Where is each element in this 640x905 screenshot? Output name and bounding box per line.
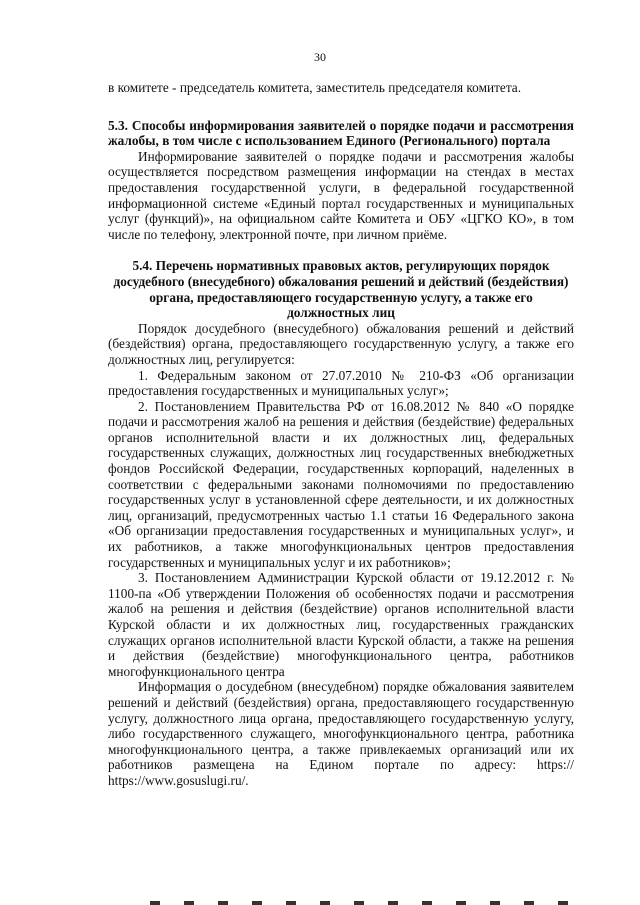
closing-paragraph: Информация о досудебном (внесудебном) порядке обжалования заявителем решений и действий (бездействия) органа, предоставляющего государственную услугу, должностного лица органа, предоставляющего государственную услугу, либо государственного служащего, многофункционального центра, работника многофункционального центра, а также привлекаемых организаций или их работников размещена на Едином портале по адресу: https:// https://www.gosuslugi.ru/. (108, 679, 574, 788)
intro-paragraph: в комитете - председатель комитета, заместитель председателя комитета. (108, 80, 522, 95)
list-item: 1. Федеральным законом от 27.07.2010 № 210-ФЗ «Об организации предоставления государственных и муниципальных услуг»; (108, 367, 574, 399)
section-5-4-heading: 5.4. Перечень нормативных правовых актов, регулирующих порядок досудебного (внесудебного) обжалования решений и действий (бездействия) органа, предоставляющего государственную услугу, а также его должностных лиц (113, 258, 569, 321)
page-number: 30 (314, 50, 326, 64)
section-5-4-intro: Порядок досудебного (внесудебного) обжалования решений и действий (бездействия) органа, предоставляющего государственную услугу, а также его должностных лиц, регулируется: (108, 320, 574, 367)
list-item: 2. Постановлением Правительства РФ от 16.08.2012 № 840 «О порядке подачи и рассмотрения жалоб на решения и действия (бездействие) федеральных органов исполнительной власти и их должностных лиц, федеральных государственных служащих, должностных лиц государственных внебюджетных фондов Российской Федерации, государственных корпораций, наделенных в соответствии с федеральными законами полномочиями по предоставлению государственных услуг в установленной сфере деятельности, и их должностных лиц, организаций, предусмотренных частью 1.1 статьи 16 Федерального закона «Об организации предоставления государственных и муниципальных услуг», и их работников, а также многофункциональных центров предоставления государственных и муниципальных услуг и их работников»; (108, 398, 574, 570)
section-5-3-paragraph: Информирование заявителей о порядке подачи и рассмотрения жалобы осуществляется посредством размещения информации на стендах в местах предоставления государственной услуги, в федеральной государственной информационной системе «Единый портал государственных и муниципальных услуг (функций)», на официальном сайте Комитета и ОБУ «ЦГКО КО», в том числе по телефону, электронной почте, при личном приёме. (108, 148, 574, 242)
page-content (108, 80, 574, 789)
list-item: 3. Постановлением Администрации Курской области от 19.12.2012 г. № 1100-па «Об утверждении Положения об особенностях подачи и рассмотрения жалоб на решения и действия (бездействие) органов исполнительной власти Курской области и их должностных лиц, государственных гражданских служащих органов исполнительной власти Курской области, а также на решения и действия (бездействие) многофункционального центра, работников многофункционального центра (108, 570, 574, 679)
section-5-3-heading: 5.3. Способы информирования заявителей о порядке подачи и рассмотрения жалобы, в том числе с использованием Единого (Регионального) портала (108, 117, 574, 149)
scan-artifact-marks (150, 901, 590, 905)
